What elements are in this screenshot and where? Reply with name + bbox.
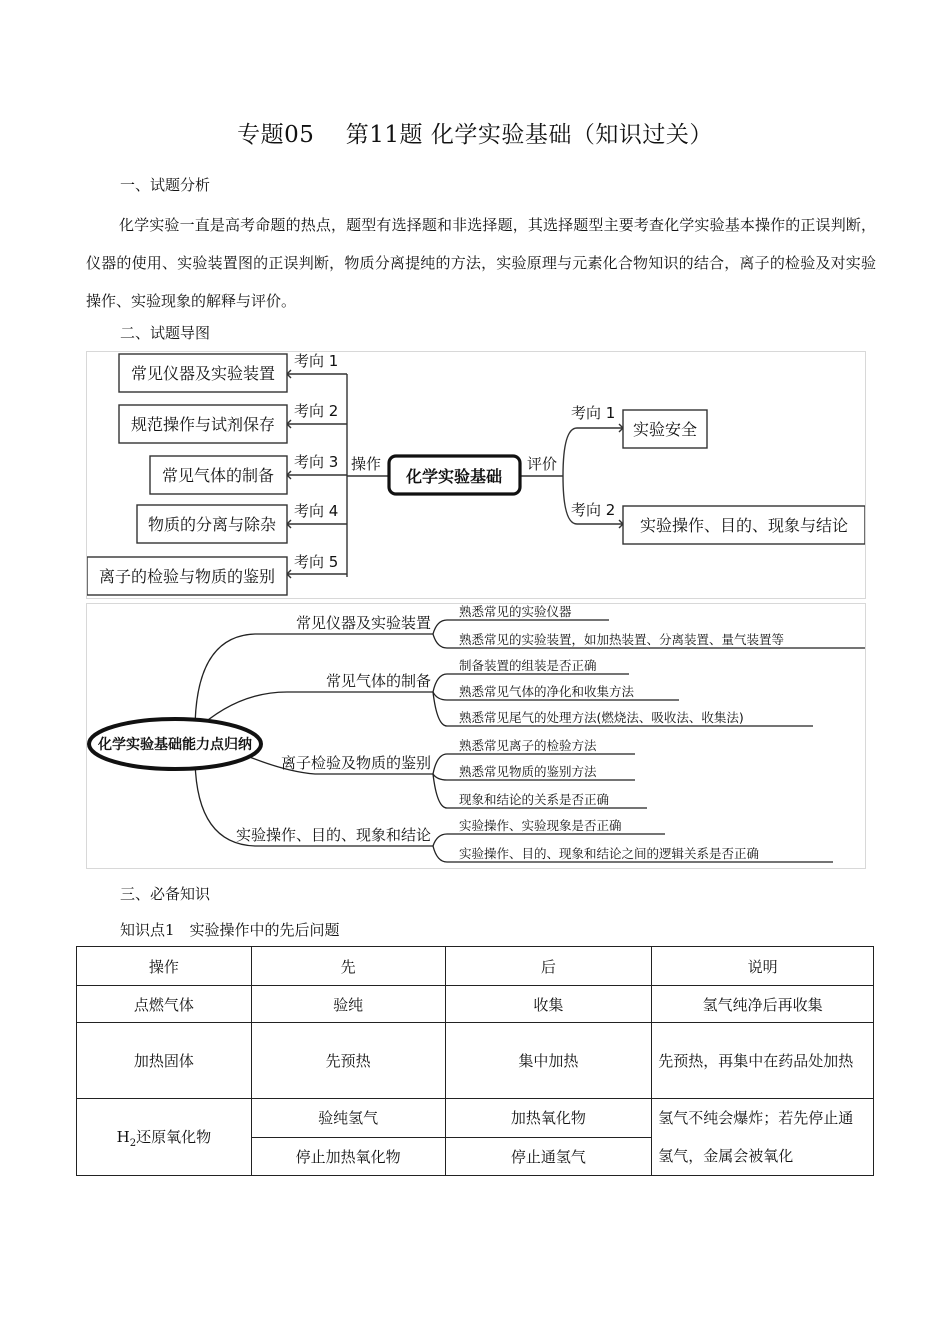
left-box-1-text: 常见仪器及实验装置	[130, 364, 276, 383]
cell-operation	[77, 1099, 252, 1176]
cell-then: 停止通氢气	[445, 1137, 652, 1176]
leaf-3-2: 熟悉常见物质的鉴别方法	[459, 764, 597, 779]
table-row	[77, 986, 874, 1023]
right-tag-2: 考向 2	[571, 501, 616, 519]
leaf-1-2: 熟悉常见的实验装置，如加热装置、分离装置、量气装置等	[459, 632, 785, 647]
leaf-4-1: 实验操作、实验现象是否正确	[459, 818, 622, 833]
cell-note: 先预热，再集中在药品处加热	[652, 1023, 874, 1099]
cell-then: 收集	[445, 986, 652, 1023]
cell-note: 氢气不纯会爆炸；若先停止通氢气，金属会被氧化	[652, 1099, 874, 1176]
left-branch-label: 操作	[351, 455, 382, 473]
section-heading-knowledge: 三、必备知识	[120, 885, 211, 903]
h2-symbol: H	[116, 1127, 130, 1146]
ability-summary-diagram	[86, 603, 866, 869]
table-header-row	[77, 947, 874, 986]
left-box-2-text: 规范操作与试剂保存	[130, 415, 276, 434]
right-tag-1: 考向 1	[571, 404, 616, 422]
sequence-table	[76, 946, 874, 1176]
leaf-4-2: 实验操作、目的、现象和结论之间的逻辑关系是否正确	[459, 846, 760, 861]
table-row	[77, 1023, 874, 1099]
branch-label-2: 常见气体的制备	[325, 672, 431, 690]
leaf-3-3: 现象和结论的关系是否正确	[459, 792, 610, 807]
knowledge-point-1-heading: 知识点1 实验操作中的先后问题	[120, 921, 340, 939]
left-tag-5: 考向 5	[294, 553, 339, 571]
cell-first: 验纯	[251, 986, 445, 1023]
right-branch-label: 评价	[527, 455, 558, 473]
header-then: 后	[445, 947, 652, 986]
header-first: 先	[251, 947, 445, 986]
cell-operation: 点燃气体	[77, 986, 252, 1023]
section-heading-map: 二、试题导图	[120, 324, 211, 342]
leaf-2-3: 熟悉常见尾气的处理方法(燃烧法、吸收法、收集法)	[459, 710, 744, 725]
cell-note: 氢气纯净后再收集	[652, 986, 874, 1023]
branch-label-4: 实验操作、目的、现象和结论	[235, 826, 431, 844]
cell-first: 停止加热氧化物	[251, 1137, 445, 1176]
cell-then: 集中加热	[445, 1023, 652, 1099]
leaf-2-2: 熟悉常见气体的净化和收集方法	[459, 684, 635, 699]
right-box-1-text: 实验安全	[632, 420, 698, 439]
branch-label-1: 常见仪器及实验装置	[295, 614, 431, 632]
header-operation: 操作	[77, 947, 252, 986]
left-box-3-text: 常见气体的制备	[161, 466, 275, 485]
summary-center-text: 化学实验基础能力点归纳	[98, 737, 252, 753]
cell-first: 验纯氢气	[251, 1099, 445, 1138]
table-row	[77, 1099, 874, 1138]
leaf-2-1: 制备装置的组装是否正确	[459, 658, 597, 673]
analysis-paragraph: 化学实验一直是高考命题的热点，题型有选择题和非选择题，其选择题型主要考查化学实验基本操作的正误判断，仪器的使用、实验装置图的正误判断，物质分离提纯的方法，实验原理与元素化合物知识的结合，离子的检验及对实验操作、实验现象的解释与评价。	[86, 216, 876, 310]
left-tag-3: 考向 3	[294, 453, 339, 471]
leaf-3-1: 熟悉常见离子的检验方法	[459, 738, 597, 753]
cell-operation: 加热固体	[77, 1023, 252, 1099]
left-tag-2: 考向 2	[294, 402, 339, 420]
branch-label-3: 离子检验及物质的鉴别	[280, 754, 431, 772]
cell-first: 先预热	[251, 1023, 445, 1099]
left-tag-4: 考向 4	[294, 502, 339, 520]
center-node-text: 化学实验基础	[405, 467, 503, 486]
section-heading-analysis: 一、试题分析	[120, 176, 211, 194]
leaf-1-1: 熟悉常见的实验仪器	[459, 604, 572, 619]
page-title: 专题05 第11题 化学实验基础（知识过关）	[237, 122, 713, 148]
cell-then: 加热氧化物	[445, 1099, 652, 1138]
left-box-5-text: 离子的检验与物质的鉴别	[98, 567, 276, 586]
right-box-2-text: 实验操作、目的、现象与结论	[639, 516, 849, 535]
topic-map-diagram	[86, 351, 866, 599]
h2-subscript: 2	[129, 1137, 137, 1149]
left-box-4-text: 物质的分离与除杂	[147, 515, 277, 534]
left-tag-1: 考向 1	[294, 352, 339, 370]
header-note: 说明	[652, 947, 874, 986]
h2-operation-text: 还原氧化物	[136, 1127, 212, 1146]
